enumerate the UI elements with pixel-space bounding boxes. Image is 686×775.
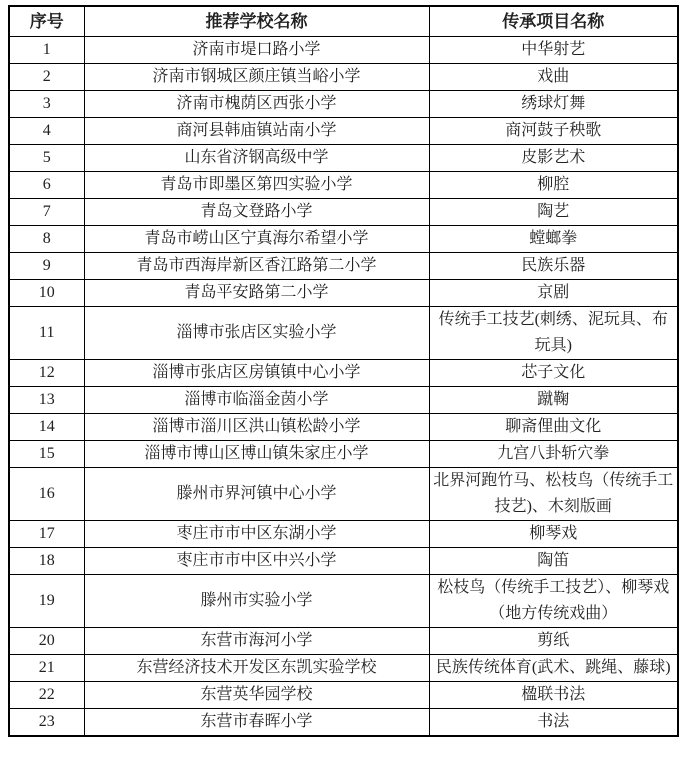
header-row <box>9 6 678 37</box>
project-name-cell: 聊斋俚曲文化 <box>429 414 678 441</box>
serial-no-cell: 8 <box>9 226 84 253</box>
project-name-cell: 京剧 <box>429 280 678 307</box>
serial-no-cell: 21 <box>9 655 84 682</box>
school-name-cell: 青岛文登路小学 <box>84 199 429 226</box>
project-name-cell: 中华射艺 <box>429 37 678 64</box>
project-name-cell: 九宫八卦斩穴拳 <box>429 441 678 468</box>
table-row <box>9 64 678 91</box>
school-name-cell: 青岛市即墨区第四实验小学 <box>84 172 429 199</box>
project-name-cell: 芯子文化 <box>429 360 678 387</box>
table-row <box>9 628 678 655</box>
table-row <box>9 118 678 145</box>
school-name-cell: 济南市槐荫区西张小学 <box>84 91 429 118</box>
project-name-cell: 商河鼓子秧歌 <box>429 118 678 145</box>
school-name-cell: 滕州市实验小学 <box>84 575 429 628</box>
table-row <box>9 91 678 118</box>
table-row <box>9 709 678 737</box>
project-name-cell: 螳螂拳 <box>429 226 678 253</box>
col-header-project-name: 传承项目名称 <box>429 6 678 37</box>
col-header-serial-no: 序号 <box>9 6 84 37</box>
school-name-cell: 东营市海河小学 <box>84 628 429 655</box>
table-row <box>9 280 678 307</box>
table-row <box>9 682 678 709</box>
serial-no-cell: 15 <box>9 441 84 468</box>
serial-no-cell: 2 <box>9 64 84 91</box>
table-row <box>9 360 678 387</box>
serial-no-cell: 13 <box>9 387 84 414</box>
serial-no-cell: 10 <box>9 280 84 307</box>
project-name-cell: 戏曲 <box>429 64 678 91</box>
serial-no-cell: 23 <box>9 709 84 737</box>
project-name-cell: 蹴鞠 <box>429 387 678 414</box>
table-row <box>9 655 678 682</box>
serial-no-cell: 12 <box>9 360 84 387</box>
serial-no-cell: 19 <box>9 575 84 628</box>
serial-no-cell: 6 <box>9 172 84 199</box>
school-name-cell: 青岛平安路第二小学 <box>84 280 429 307</box>
table-row <box>9 307 678 360</box>
school-name-cell: 东营市春晖小学 <box>84 709 429 737</box>
serial-no-cell: 14 <box>9 414 84 441</box>
project-name-cell: 松枝鸟（传统手工技艺）、柳琴戏（地方传统戏曲） <box>429 575 678 628</box>
serial-no-cell: 1 <box>9 37 84 64</box>
serial-no-cell: 22 <box>9 682 84 709</box>
table-row <box>9 521 678 548</box>
table-row <box>9 226 678 253</box>
table-row <box>9 172 678 199</box>
serial-no-cell: 4 <box>9 118 84 145</box>
school-name-cell: 东营英华园学校 <box>84 682 429 709</box>
project-name-cell: 皮影艺术 <box>429 145 678 172</box>
serial-no-cell: 3 <box>9 91 84 118</box>
table-row <box>9 145 678 172</box>
col-header-school-name: 推荐学校名称 <box>84 6 429 37</box>
project-name-cell: 民族乐器 <box>429 253 678 280</box>
project-name-cell: 绣球灯舞 <box>429 91 678 118</box>
school-name-cell: 青岛市崂山区宁真海尔希望小学 <box>84 226 429 253</box>
serial-no-cell: 9 <box>9 253 84 280</box>
serial-no-cell: 17 <box>9 521 84 548</box>
serial-no-cell: 16 <box>9 468 84 521</box>
table-row <box>9 548 678 575</box>
school-name-cell: 东营经济技术开发区东凯实验学校 <box>84 655 429 682</box>
project-name-cell: 剪纸 <box>429 628 678 655</box>
school-name-cell: 枣庄市市中区中兴小学 <box>84 548 429 575</box>
project-name-cell: 楹联书法 <box>429 682 678 709</box>
serial-no-cell: 7 <box>9 199 84 226</box>
school-name-cell: 青岛市西海岸新区香江路第二小学 <box>84 253 429 280</box>
serial-no-cell: 5 <box>9 145 84 172</box>
project-name-cell: 书法 <box>429 709 678 737</box>
serial-no-cell: 11 <box>9 307 84 360</box>
table-body <box>9 37 678 737</box>
school-name-cell: 淄博市淄川区洪山镇松龄小学 <box>84 414 429 441</box>
serial-no-cell: 20 <box>9 628 84 655</box>
table-row <box>9 575 678 628</box>
school-name-cell: 滕州市界河镇中心小学 <box>84 468 429 521</box>
project-name-cell: 陶笛 <box>429 548 678 575</box>
table-row <box>9 414 678 441</box>
table-row <box>9 441 678 468</box>
table-row <box>9 199 678 226</box>
school-name-cell: 商河县韩庙镇站南小学 <box>84 118 429 145</box>
school-name-cell: 济南市堤口路小学 <box>84 37 429 64</box>
project-name-cell: 柳琴戏 <box>429 521 678 548</box>
school-name-cell: 山东省济钢高级中学 <box>84 145 429 172</box>
table-row <box>9 468 678 521</box>
school-name-cell: 济南市钢城区颜庄镇当峪小学 <box>84 64 429 91</box>
school-name-cell: 淄博市临淄金茵小学 <box>84 387 429 414</box>
project-name-cell: 柳腔 <box>429 172 678 199</box>
table-row <box>9 37 678 64</box>
table-row <box>9 387 678 414</box>
project-name-cell: 民族传统体育(武术、跳绳、藤球) <box>429 655 678 682</box>
project-name-cell: 陶艺 <box>429 199 678 226</box>
serial-no-cell: 18 <box>9 548 84 575</box>
project-name-cell: 北界河跑竹马、松枝鸟（传统手工技艺)、木刻版画 <box>429 468 678 521</box>
heritage-schools-table <box>8 5 679 737</box>
school-name-cell: 淄博市博山区博山镇朱家庄小学 <box>84 441 429 468</box>
school-name-cell: 淄博市张店区实验小学 <box>84 307 429 360</box>
school-name-cell: 淄博市张店区房镇镇中心小学 <box>84 360 429 387</box>
project-name-cell: 传统手工技艺(刺绣、泥玩具、布玩具) <box>429 307 678 360</box>
table-row <box>9 253 678 280</box>
school-name-cell: 枣庄市市中区东湖小学 <box>84 521 429 548</box>
